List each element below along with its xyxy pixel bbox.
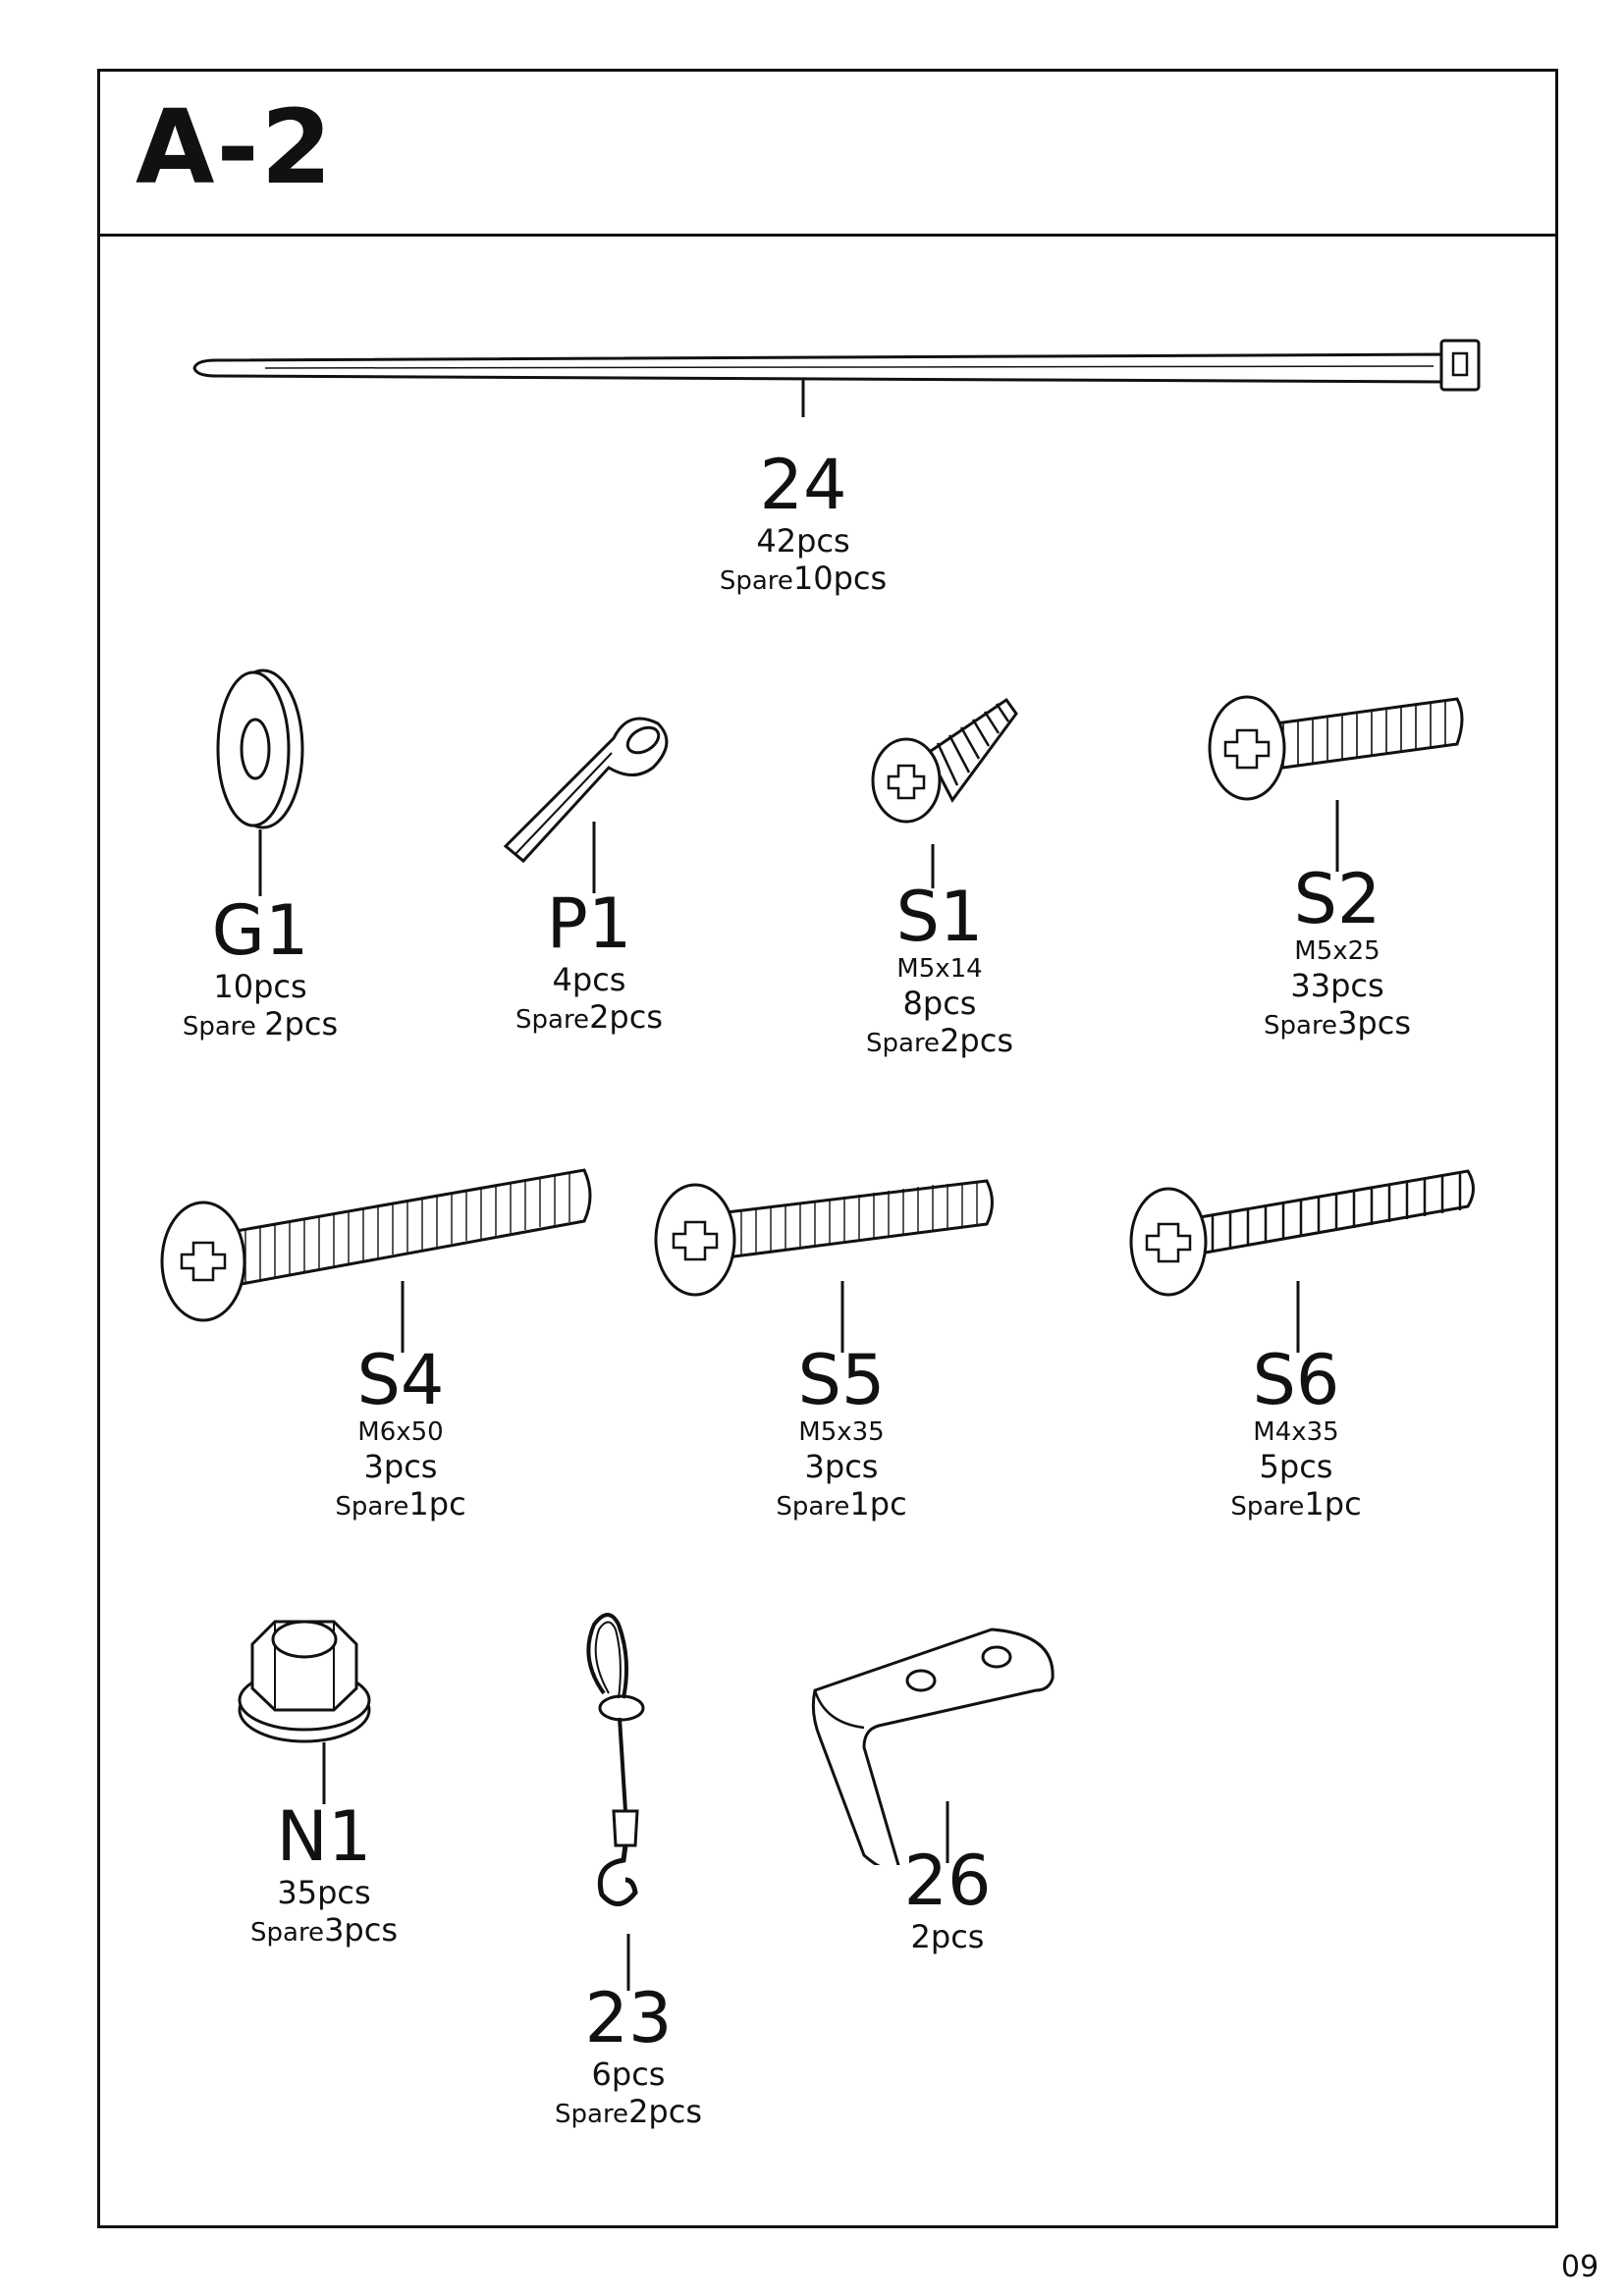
part-s6 [1139, 1340, 1453, 1523]
part-p1 [432, 883, 746, 1036]
part-quantity: 42pcs [756, 521, 850, 560]
part-quantity: 8pcs [902, 984, 977, 1022]
part-code: 26 [903, 1841, 992, 1921]
part-code: P1 [546, 883, 632, 964]
part-spec: M4x35 [1253, 1416, 1339, 1447]
part-code: 24 [759, 445, 847, 525]
part-s5 [684, 1340, 999, 1523]
part-spare: Spare2pcs [515, 997, 663, 1036]
part-spare: Spare3pcs [1264, 1004, 1411, 1042]
long-bolt-icon [152, 1158, 604, 1355]
washer-icon [206, 663, 314, 898]
wood-screw-icon [859, 692, 1026, 888]
part-code: G1 [211, 890, 309, 971]
part-g1 [103, 890, 417, 1042]
part-quantity: 3pcs [363, 1447, 438, 1485]
part-spare: Spare2pcs [866, 1022, 1013, 1060]
part-code: S6 [1252, 1340, 1340, 1420]
part-spare: Spare2pcs [555, 2092, 702, 2130]
part-spare: Spare10pcs [719, 559, 888, 597]
part-code: 23 [584, 1978, 673, 2058]
part-code: N1 [276, 1796, 372, 1877]
part-quantity: 4pcs [552, 960, 626, 998]
part-quantity: 5pcs [1259, 1447, 1333, 1485]
part-spec: M5x14 [896, 953, 983, 984]
part-n1 [167, 1796, 481, 1949]
part-23 [471, 1978, 785, 2130]
part-code: S2 [1293, 859, 1381, 939]
part-24 [646, 445, 960, 597]
part-26 [790, 1841, 1105, 1955]
part-spec: M5x25 [1294, 935, 1380, 966]
part-spec: M5x35 [798, 1416, 885, 1447]
part-code: S4 [356, 1340, 445, 1420]
part-spare: Spare 2pcs [182, 1004, 339, 1042]
cable-tie-icon [187, 329, 1502, 417]
part-s4 [244, 1340, 558, 1523]
part-s1 [783, 877, 1097, 1060]
section-title: A-2 [135, 87, 335, 207]
bolt-icon [1200, 687, 1470, 874]
part-quantity: 35pcs [277, 1873, 371, 1911]
part-spare: Spare1pc [335, 1485, 466, 1523]
bolt-icon [1119, 1163, 1483, 1355]
page-number: 09 [1561, 2250, 1599, 2284]
bungee-hook-icon [565, 1600, 682, 1993]
part-spare: Spare1pc [1230, 1485, 1362, 1523]
part-quantity: 2pcs [910, 1917, 985, 1955]
bolt-icon [648, 1173, 1001, 1355]
flange-nut-icon [231, 1600, 378, 1806]
part-quantity: 33pcs [1290, 966, 1384, 1004]
l-bracket-icon [805, 1620, 1060, 1865]
part-code: S1 [895, 877, 984, 957]
part-code: S5 [797, 1340, 886, 1420]
cotter-pin-icon [496, 699, 692, 895]
part-quantity: 10pcs [213, 967, 307, 1005]
part-spare: Spare1pc [776, 1485, 907, 1523]
part-s2 [1180, 859, 1494, 1042]
part-quantity: 3pcs [804, 1447, 879, 1485]
part-spec: M6x50 [357, 1416, 444, 1447]
part-quantity: 6pcs [591, 2055, 666, 2093]
part-spare: Spare3pcs [250, 1910, 398, 1949]
section-header [100, 72, 1555, 237]
